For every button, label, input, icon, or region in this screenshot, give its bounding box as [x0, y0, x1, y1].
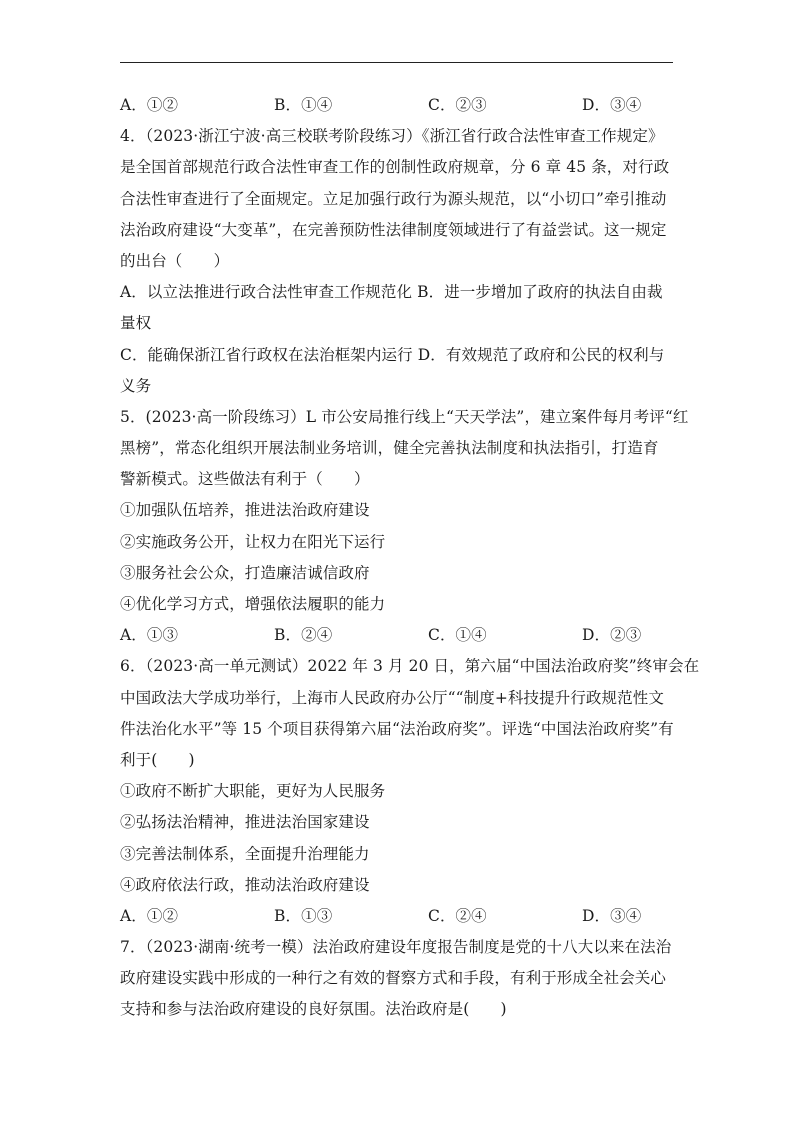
q4-options-ab — [120, 277, 676, 308]
header-rule — [120, 62, 673, 63]
q6-option-a[interactable]: A．①② — [120, 906, 179, 925]
q7-stem-line: 7．（2023·湖南·统考一模）法治政府建设年度报告制度是党的十八大以来在法治 — [120, 938, 672, 957]
question-7 — [120, 932, 676, 1026]
q5-item: ②实施政务公开，让权力在阳光下运行 — [120, 532, 386, 551]
question-page — [120, 90, 700, 1026]
q4-stem-line: 4．（2023·浙江宁波·高三校联考阶段练习）《浙江省行政合法性审查工作规定》 — [120, 127, 664, 146]
q5-stem-line: 黑榜”，常态化组织开展法制业务培训，健全完善执法制度和执法指引，打造育 — [120, 439, 659, 458]
q5-option-c[interactable]: C．①④ — [428, 626, 487, 645]
q6-stem-line: 中国政法大学成功举行，上海市人民政府办公厅““制度+科技提升行政规范性文 — [120, 688, 664, 707]
q6-option-c[interactable]: C．②④ — [428, 906, 487, 925]
q3-option-d[interactable]: D．③④ — [582, 96, 642, 114]
q6-stem-line: 利于( ) — [120, 750, 195, 769]
q6-option-b[interactable]: B．①③ — [274, 906, 333, 925]
q6-item: ②弘扬法治精神，推进法治国家建设 — [120, 813, 370, 832]
q5-item: ④优化学习方式，增强依法履职的能力 — [120, 595, 386, 613]
question-6 — [120, 651, 700, 932]
q5-option-b[interactable]: B．②④ — [274, 626, 333, 645]
q7-stem-line: 政府建设实践中形成的一种行之有效的督察方式和手段，有利于形成全社会关心 — [120, 969, 667, 988]
q6-stem-line: 件法治化水平”等 15 个项目获得第六届“法治政府奖”。评选“中国法治政府奖”有 — [120, 719, 674, 738]
q5-stem-line: 5．(2023·高一阶段练习）L 市公安局推行线上“天天学法”，建立案件每月考评“红 — [120, 407, 689, 426]
q5-option-d[interactable]: D．②③ — [582, 626, 642, 645]
q4-option-d-cont: 义务 — [120, 376, 152, 395]
q4-stem-line: 合法性审查进行了全面规定。立足加强行政行为源头规范，以“小切口”牵引推动 — [120, 189, 667, 208]
q6-options — [120, 901, 676, 932]
q5-options — [120, 620, 676, 651]
q4-options-cd — [120, 340, 676, 371]
q4-stem-line: 的出台（ ） — [120, 251, 230, 270]
q3-option-c[interactable]: C．②③ — [428, 96, 487, 114]
q4-option-b[interactable]: B．进一步增加了政府的执法自由裁 — [417, 283, 663, 302]
q5-option-a[interactable]: A．①③ — [120, 626, 179, 645]
q6-option-d[interactable]: D．③④ — [582, 906, 642, 925]
q4-stem-line: 是全国首部规范行政合法性审查工作的创制性政府规章，分 6 章 45 条，对行政 — [120, 158, 670, 177]
q4-option-b-cont: 量权 — [120, 314, 152, 333]
q6-stem-line: 6．（2023·高一单元测试）2022 年 3 月 20 日，第六届“中国法治政府奖”终审会在 — [120, 657, 700, 676]
q4-option-a[interactable]: A．以立法推进行政合法性审查工作规范化 — [120, 283, 413, 302]
q6-item: ③完善法制体系，全面提升治理能力 — [120, 844, 370, 863]
q4-option-d[interactable]: D．有效规范了政府和公民的权利与 — [417, 345, 665, 364]
q6-item: ①政府不断扩大职能，更好为人民服务 — [120, 782, 386, 801]
q4-option-c[interactable]: C．能确保浙江省行政权在法治框架内运行 — [120, 345, 413, 364]
q5-stem-line: 警新模式。这些做法有利于（ ） — [120, 470, 370, 489]
q3-option-a[interactable]: A．①② — [120, 96, 179, 114]
q3-option-b[interactable]: B．①④ — [274, 96, 333, 114]
q4-stem-line: 法治政府建设“大变革”，在完善预防性法律制度领域进行了有益尝试。这一规定 — [120, 220, 667, 239]
q6-item: ④政府依法行政，推动法治政府建设 — [120, 875, 370, 894]
question-4 — [120, 121, 676, 402]
question-5 — [120, 402, 689, 652]
q3-options — [120, 90, 676, 121]
q5-item: ①加强队伍培养，推进法治政府建设 — [120, 501, 370, 520]
q7-stem-line: 支持和参与法治政府建设的良好氛围。法治政府是( ) — [120, 1000, 507, 1019]
q5-item: ③服务社会公众，打造廉洁诚信政府 — [120, 563, 370, 582]
